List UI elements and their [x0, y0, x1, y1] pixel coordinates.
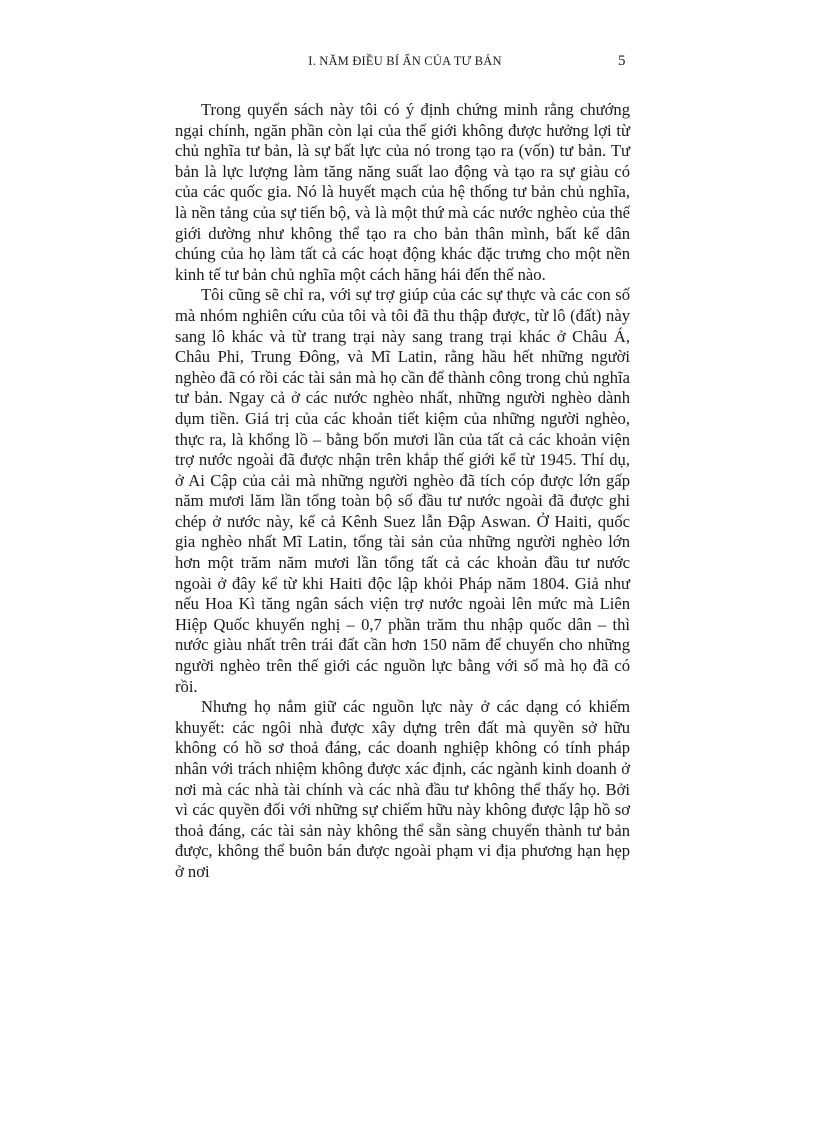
paragraph: Tôi cũng sẽ chỉ ra, với sự trợ giúp của các sự thực và các con số mà nhóm nghiên cứu của tôi và tôi đã thu thập được, từ lô (đất) này sang lô khác và từ trang trại này sang trang trại khác ở Châu Á, Châu Phi, Trung Đông, và Mĩ Latin, rằng hầu hết những người nghèo đã có rồi các tài sản mà họ cần để thành công trong chủ nghĩa tư bản. Ngay cả ở các nước nghèo nhất, những người nghèo dành dụm tiền. Giá trị của các khoản tiết kiệm của những người nghèo, thực ra, là khổng lồ – bằng bốn mươi lần của tất cả các khoản viện trợ nước ngoài đã được nhận trên khắp thế giới kể từ 1945. Thí dụ, ở Ai Cập của cải mà những người nghèo đã tích cóp được lớn gấp năm mươi lăm lần tổng toàn bộ số đầu tư nước ngoài đã được ghi chép ở nước này, kể cả Kênh Suez lẫn Đập Aswan. Ở Haiti, quốc gia nghèo nhất Mĩ Latin, tổng tài sản của những người nghèo lớn hơn một trăm năm mươi lần tổng tất cả các khoản đầu tư nước ngoài ở đây kể từ khi Haiti độc lập khỏi Pháp năm 1804. Giả như nếu Hoa Kì tăng ngân sách viện trợ nước ngoài lên mức mà Liên Hiệp Quốc khuyến nghị – 0,7 phần trăm thu nhập quốc dân – thì nước giàu nhất trên trái đất cần hơn 150 năm để chuyển cho những người nghèo trên thế giới các nguồn lực bằng với số mà họ đã có rồi.	[175, 285, 630, 696]
paragraph: Trong quyển sách này tôi có ý định chứng minh rằng chướng ngại chính, ngăn phần còn lại của thế giới không được hưởng lợi từ chủ nghĩa tư bản, là sự bất lực của nó trong tạo ra (vốn) tư bản. Tư bản là lực lượng làm tăng năng suất lao động và tạo ra sự giàu có của các quốc gia. Nó là huyết mạch của hệ thống tư bản chủ nghĩa, là nền tảng của sự tiến bộ, và là một thứ mà các nước nghèo của thế giới dường như không thể tạo ra cho bản thân mình, bất kể dân chúng của họ làm tất cả các hoạt động khác đặc trưng cho một nền kinh tế tư bản chủ nghĩa một cách hăng hái đến thế nào.	[175, 100, 630, 284]
paragraph: Nhưng họ nắm giữ các nguồn lực này ở các dạng có khiếm khuyết: các ngôi nhà được xây dựng trên đất mà quyền sở hữu không có hồ sơ thoả đáng, các doanh nghiệp không có tính pháp nhân với trách nhiệm không được xác định, các ngành kinh doanh ở nơi mà các nhà tài chính và các nhà đầu tư không thể thấy họ. Bởi vì các quyền đối với những sự chiếm hữu này không được lập hồ sơ thoả đáng, các tài sản này không thể sẵn sàng chuyển thành tư bản được, không thể buôn bán được ngoài phạm vi địa phương hạn hẹp ở nơi	[175, 697, 630, 881]
page-number: 5	[618, 53, 626, 69]
body-text	[175, 100, 630, 883]
running-header	[0, 51, 816, 71]
running-title: I. NĂM ĐIỀU BÍ ẨN CỦA TƯ BẢN	[308, 54, 502, 68]
